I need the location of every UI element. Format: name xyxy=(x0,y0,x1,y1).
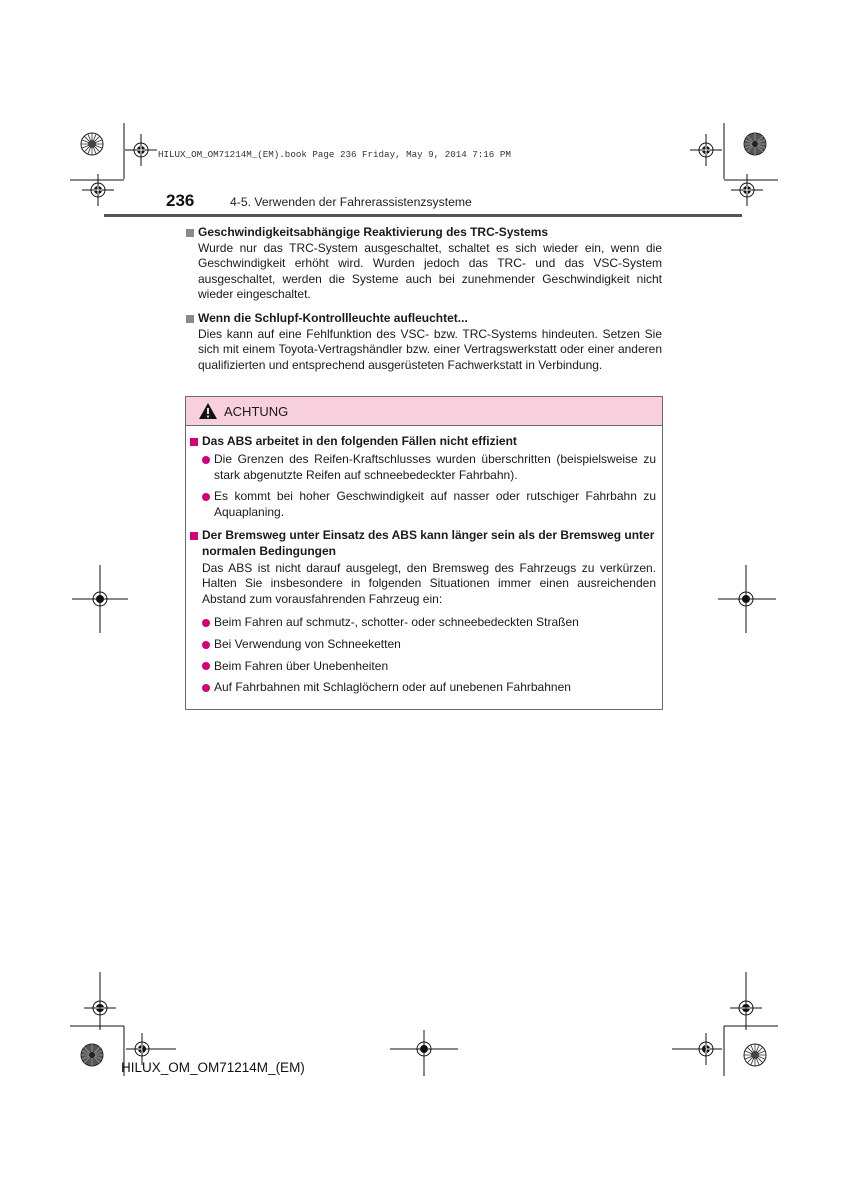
list-item-text: Die Grenzen des Reifen-Kraftschlusses wurden überschritten (beispielsweise zu stark abgenutzte Reifen auf schneebedeckter Fahrbahn). xyxy=(214,451,656,482)
caution-header xyxy=(186,397,662,426)
registration-mark-icon xyxy=(125,134,157,166)
caution-item-braking-distance xyxy=(190,528,656,696)
caution-item-heading xyxy=(190,528,656,560)
list-item xyxy=(202,615,656,631)
section-heading-text: Wenn die Schlupf-Kontrollleuchte aufleuchtet... xyxy=(198,311,468,325)
section-body: Wurde nur das TRC-System ausgeschaltet, schaltet es sich wieder ein, wenn die Geschwindigkeit erhöht wird. Wurden jedoch das TRC- und das VSC-System ausgeschaltet, werden die Systeme auch bei zunehmender Geschwindigkeit nicht wieder eingeschaltet. xyxy=(198,240,662,302)
section-title: 4-5. Verwenden der Fahrerassistenzsysteme xyxy=(230,195,472,209)
section-heading xyxy=(186,311,662,327)
bullet-dot-icon xyxy=(202,662,210,670)
warning-triangle-icon xyxy=(198,402,218,420)
list-item-text: Bei Verwendung von Schneeketten xyxy=(214,636,401,651)
caution-item-heading-text: Der Bremsweg unter Einsatz des ABS kann länger sein als der Bremsweg unter normalen Bedingungen xyxy=(202,528,655,558)
square-bullet-icon xyxy=(186,315,194,323)
square-bullet-icon xyxy=(186,229,194,237)
registration-mark-icon xyxy=(82,174,114,206)
section-heading-text: Geschwindigkeitsabhängige Reaktivierung des TRC-Systems xyxy=(198,225,549,239)
caution-item-paragraph: Das ABS ist nicht darauf ausgelegt, den Bremsweg des Fahrzeugs zu verkürzen. Halten Sie insbesondere in folgenden Situationen immer einen ausreichenden Abstand zum vorausfahrenden Fahrzeug ein: xyxy=(202,560,656,607)
color-bar-wheel-icon xyxy=(744,1044,766,1066)
list-item xyxy=(202,489,656,521)
bullet-dot-icon xyxy=(202,619,210,627)
bullet-dot-icon xyxy=(202,641,210,649)
registration-mark-icon xyxy=(690,134,722,166)
caution-title: ACHTUNG xyxy=(224,403,289,419)
square-bullet-icon xyxy=(190,532,198,540)
caution-item-heading-text: Das ABS arbeitet in den folgenden Fällen nicht effizient xyxy=(202,434,517,448)
square-bullet-icon xyxy=(190,438,198,446)
footer-document-id: HILUX_OM_OM71214M_(EM) xyxy=(121,1060,305,1075)
section-slip-indicator xyxy=(186,311,662,373)
list-item xyxy=(202,659,656,675)
caution-item-heading xyxy=(190,434,656,450)
bullet-dot-icon xyxy=(202,493,210,501)
list-item xyxy=(202,680,656,696)
bullet-dot-icon xyxy=(202,456,210,464)
registration-mark-icon xyxy=(731,174,763,206)
section-trc-reactivation xyxy=(186,225,662,303)
list-item xyxy=(202,637,656,653)
caution-box xyxy=(185,396,663,710)
list-item-text: Beim Fahren über Unebenheiten xyxy=(214,658,389,673)
color-bar-wheel-icon xyxy=(744,133,766,155)
print-info-line: HILUX_OM_OM71214M_(EM).book Page 236 Friday, May 9, 2014 7:16 PM xyxy=(158,149,511,160)
list-item-text: Beim Fahren auf schmutz-, schotter- oder schneebedeckten Straßen xyxy=(214,614,579,629)
color-bar-wheel-icon xyxy=(81,1044,103,1066)
section-body: Dies kann auf eine Fehlfunktion des VSC- bzw. TRC-Systems hindeuten. Setzen Sie sich mit einem Toyota-Vertragshändler bzw. einer Vertragswerkstatt oder einer anderen qualifizierten und entsprechend ausgerüsteten Fachwerkstatt in Verbindung. xyxy=(198,326,662,372)
color-bar-wheel-icon xyxy=(81,133,103,155)
caution-item-abs-efficiency xyxy=(190,434,656,521)
header-rule xyxy=(104,214,742,217)
section-heading xyxy=(186,225,662,241)
page-number: 236 xyxy=(166,191,195,210)
list-item-text: Auf Fahrbahnen mit Schlaglöchern oder auf unebenen Fahrbahnen xyxy=(214,680,571,695)
bullet-dot-icon xyxy=(202,684,210,692)
list-item xyxy=(202,452,656,484)
list-item-text: Es kommt bei hoher Geschwindigkeit auf nasser oder rutschiger Fahrbahn zu Aquaplaning. xyxy=(214,489,656,520)
